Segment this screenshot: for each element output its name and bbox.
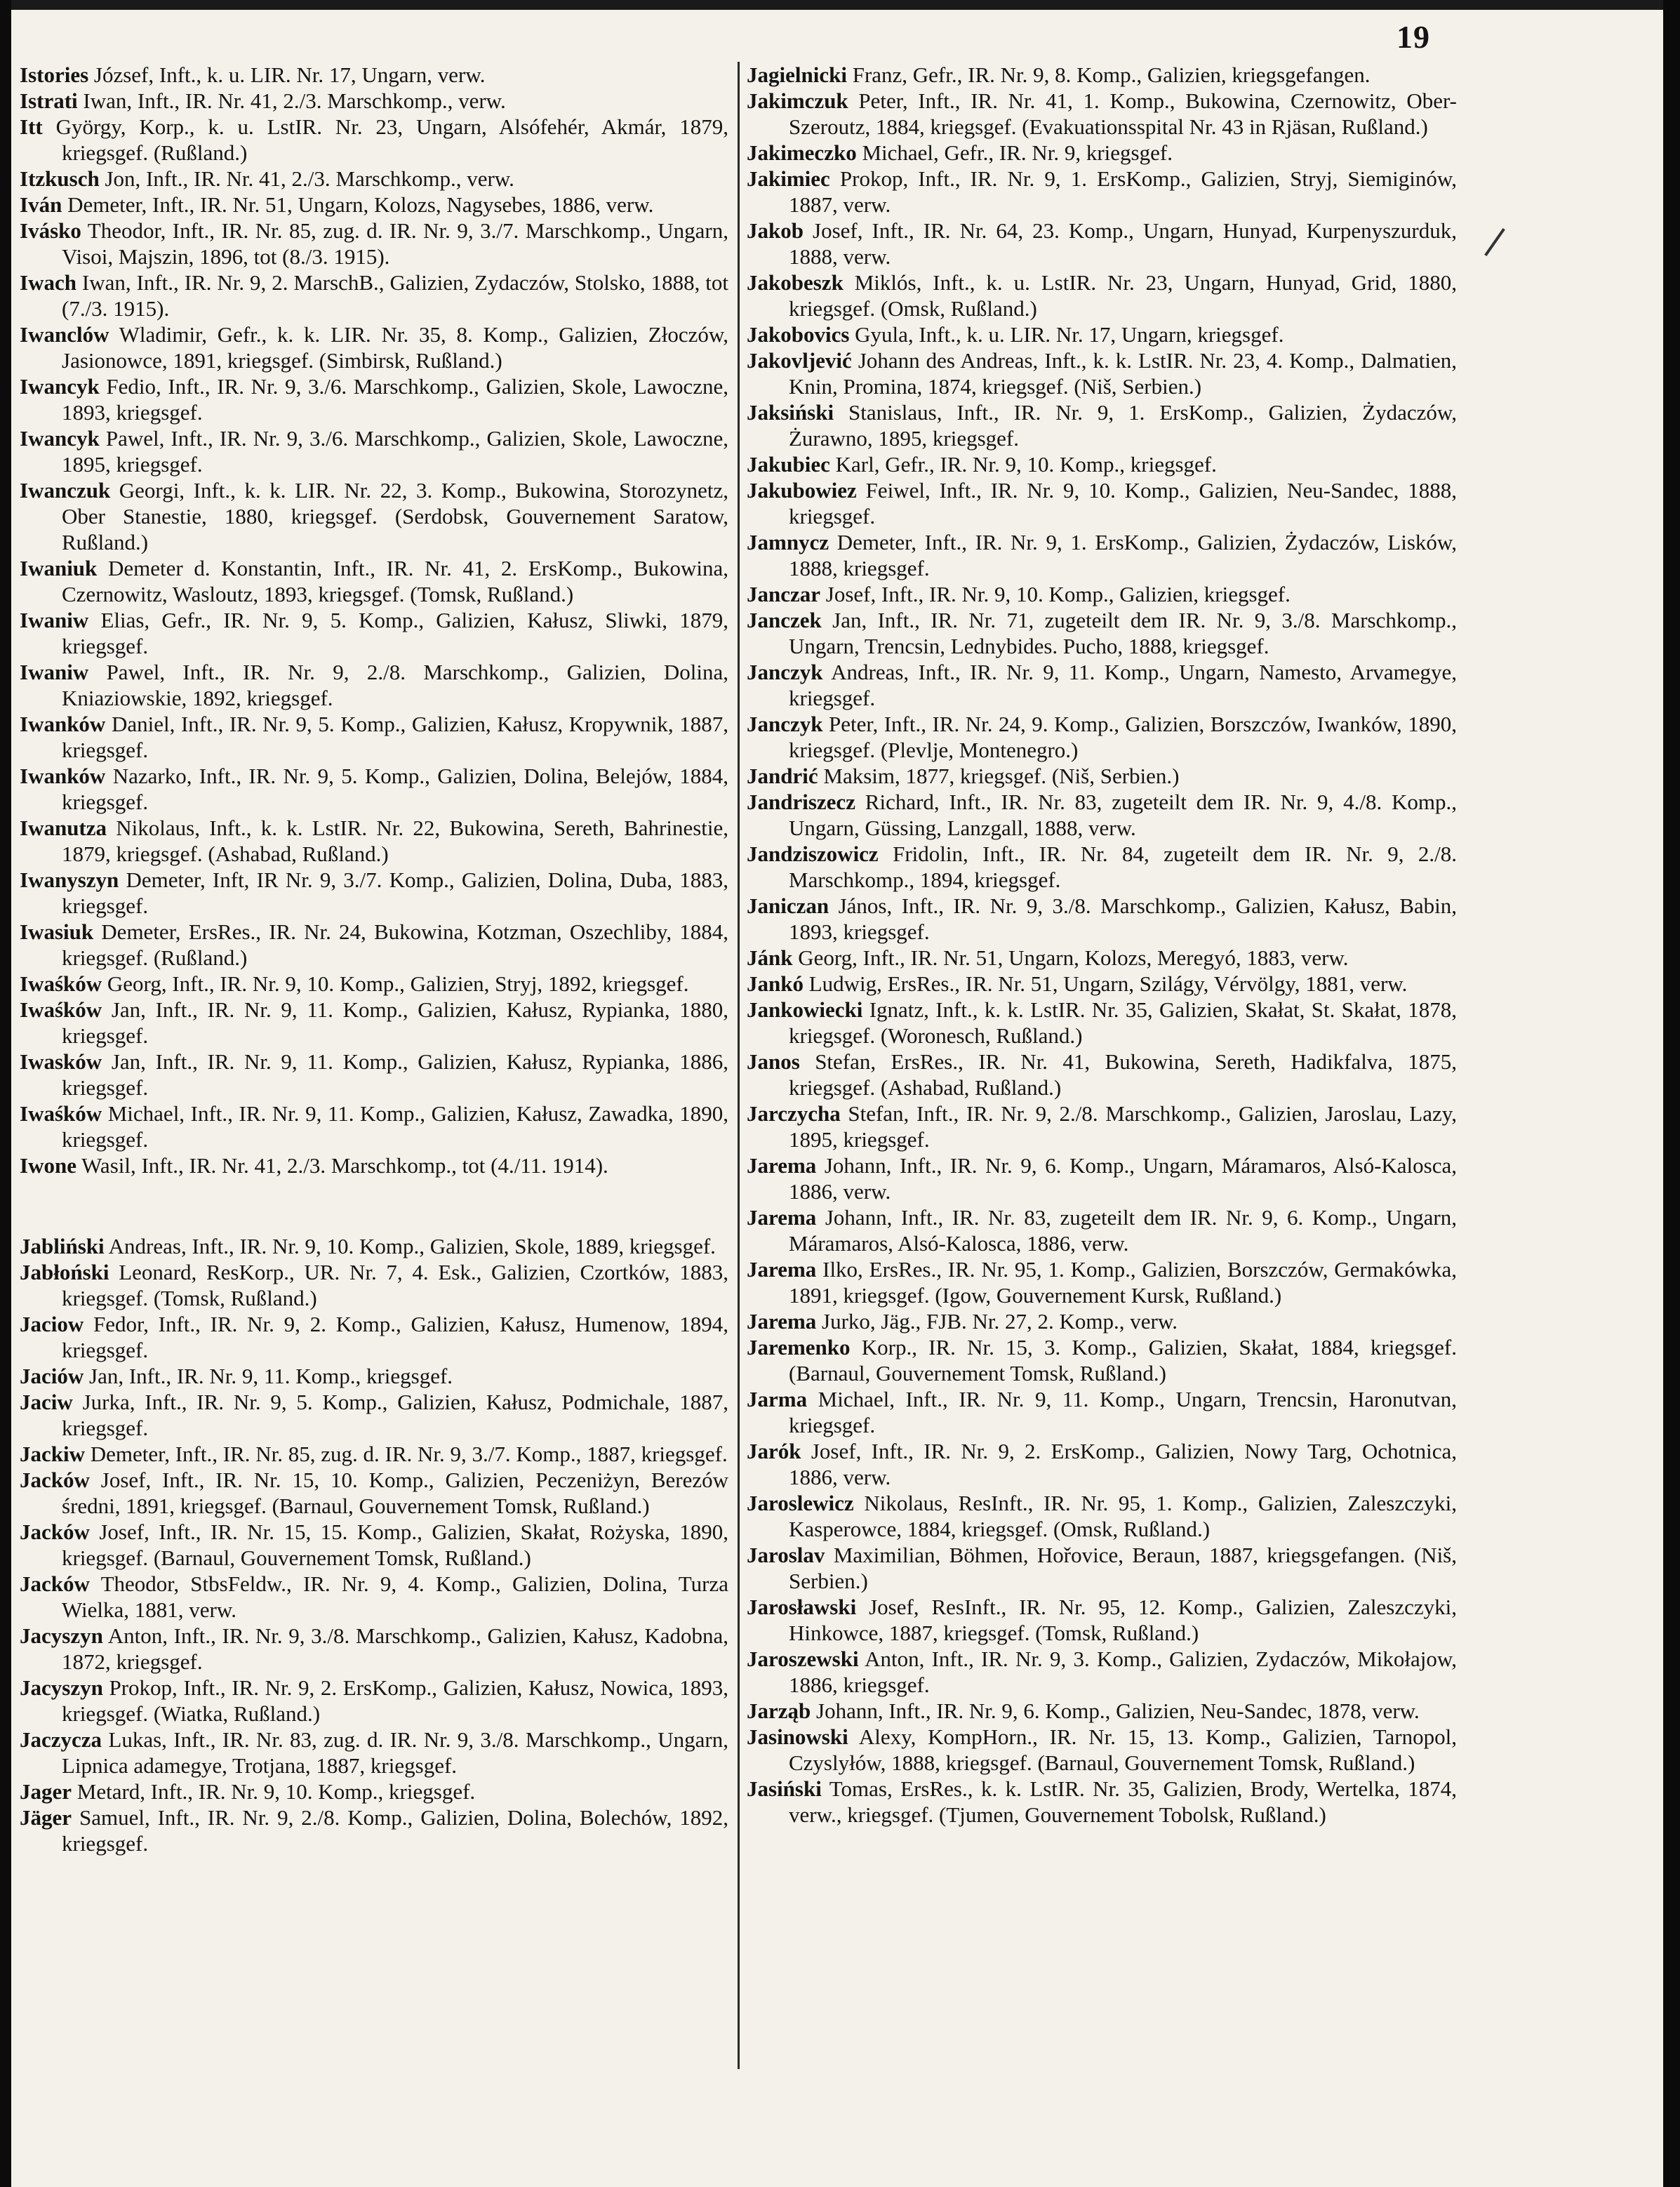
entry-details: Lukas, Inft., IR. Nr. 83, zug. d. IR. Nr. 9, 3./8. Marschkomp., Ungarn, Lipnica adamegye, Trotjana, 1887, kriegsgef. — [62, 1727, 729, 1778]
entry-details: Peter, Inft., IR. Nr. 41, 1. Komp., Bukowina, Czernowitz, Ober-Szeroutz, 1884, kriegsgef. (Evakuationsspital Nr. 43 in Rjäsan, Rußland.) — [789, 88, 1457, 139]
entry-details: Karl, Gefr., IR. Nr. 9, 10. Komp., kriegsgef. — [835, 452, 1217, 477]
left-column — [20, 62, 728, 1856]
entry-surname: Jakovljević — [747, 348, 852, 373]
entry-details: Fedio, Inft., IR. Nr. 9, 3./6. Marschkomp., Galizien, Skole, Lawoczne, 1893, kriegsgef. — [62, 374, 729, 425]
register-entry — [20, 997, 728, 1049]
register-entry — [20, 1152, 728, 1178]
entry-surname: Jasinowski — [747, 1724, 848, 1749]
entry-surname: Iwach — [20, 270, 76, 295]
register-entry — [20, 218, 728, 270]
entry-surname: Jakimczuk — [747, 88, 848, 113]
register-entry — [747, 218, 1457, 270]
entry-details: Iwan, Inft., IR. Nr. 9, 2. MarschB., Galizien, Zydaczów, Stolsko, 1888, tot (7./3. 1915). — [62, 270, 728, 321]
entry-details: Stefan, Inft., IR. Nr. 9, 2./8. Marschkomp., Galizien, Jaroslau, Lazy, 1895, kriegsgef. — [789, 1101, 1457, 1152]
entry-details: Feiwel, Inft., IR. Nr. 9, 10. Komp., Galizien, Neu-Sandec, 1888, kriegsgef. — [789, 478, 1458, 529]
entry-details: Pawel, Inft., IR. Nr. 9, 2./8. Marschkomp., Galizien, Dolina, Kniaziowskie, 1892, kriegsgef. — [62, 660, 728, 710]
entry-surname: Iwaśków — [20, 971, 102, 996]
entry-details: Wladimir, Gefr., k. k. LIR. Nr. 35, 8. Komp., Galizien, Złoczów, Jasionowce, 1891, kriegsgef. (Simbirsk, Rußland.) — [62, 322, 728, 373]
entry-surname: Jarma — [747, 1387, 808, 1411]
entry-details: Demeter, Inft., IR. Nr. 51, Ungarn, Kolozs, Nagysebes, 1886, verw. — [67, 192, 654, 217]
entry-surname: Janos — [747, 1049, 800, 1074]
entry-surname: Jakubowiez — [747, 478, 857, 503]
entry-details: Demeter, Inft., IR. Nr. 85, zug. d. IR. Nr. 9, 3./7. Komp., 1887, kriegsgef. — [90, 1442, 728, 1466]
entry-details: Jurko, Jäg., FJB. Nr. 27, 2. Komp., verw. — [822, 1309, 1178, 1334]
entry-surname: Iwaniw — [20, 608, 89, 632]
entry-surname: Jarema — [747, 1257, 817, 1282]
entry-surname: Jandriszecz — [747, 790, 855, 814]
column-divider — [738, 62, 740, 2069]
entry-surname: Jakimiec — [747, 166, 830, 191]
entry-details: Johann des Andreas, Inft., k. k. LstIR. Nr. 23, 4. Komp., Dalmatien, Knin, Promina, 1874, kriegsgef. (Niš, Serbien.) — [789, 348, 1458, 399]
entry-surname: Jacków — [20, 1520, 90, 1544]
scan-edge-right — [1663, 0, 1680, 2187]
entry-surname: Jacków — [20, 1468, 90, 1492]
entry-details: Michael, Gefr., IR. Nr. 9, kriegsgef. — [862, 140, 1173, 165]
entry-details: Jurka, Inft., IR. Nr. 9, 5. Komp., Galizien, Kałusz, Podmichale, 1887, kriegsgef. — [62, 1390, 729, 1440]
entry-surname: Iwancyk — [20, 374, 100, 399]
entry-details: Alexy, KompHorn., IR. Nr. 15, 13. Komp., Galizien, Tarnopol, Czyslyłów, 1888, kriegsgef. (Barnaul, Gouvernement Tomsk, Rußland.) — [789, 1724, 1457, 1775]
register-entry — [747, 711, 1457, 763]
entry-details: Josef, Inft., IR. Nr. 9, 2. ErsKomp., Galizien, Nowy Targ, Ochotnica, 1886, verw. — [789, 1439, 1458, 1489]
entry-details: Josef, Inft., IR. Nr. 9, 10. Komp., Galizien, kriegsgef. — [825, 582, 1291, 606]
register-entry — [747, 140, 1457, 166]
entry-surname: Ivásko — [20, 218, 81, 243]
register-entry — [747, 529, 1457, 581]
entry-surname: Jakobovics — [747, 322, 850, 347]
register-entry — [747, 399, 1457, 451]
entry-details: Andreas, Inft., IR. Nr. 9, 11. Komp., Ungarn, Namesto, Arvamegye, kriegsgef. — [789, 660, 1457, 710]
register-entry — [747, 581, 1457, 607]
register-entry — [20, 1049, 728, 1101]
entry-surname: Jarząb — [747, 1699, 811, 1723]
entry-details: Theodor, Inft., IR. Nr. 85, zug. d. IR. Nr. 9, 3./7. Marschkomp., Ungarn, Visoi, Majszin, 1896, tot (8./3. 1915). — [62, 218, 728, 269]
entry-surname: Jakimeczko — [747, 140, 857, 165]
register-entry — [20, 1571, 728, 1623]
register-entry — [747, 451, 1457, 477]
entry-details: Maksim, 1877, kriegsgef. (Niš, Serbien.) — [823, 764, 1180, 788]
entry-details: Ludwig, ErsRes., IR. Nr. 51, Ungarn, Szilágy, Vérvölgy, 1881, verw. — [808, 971, 1408, 996]
register-entry — [20, 711, 728, 763]
register-entry — [20, 1389, 728, 1441]
entry-details: Nikolaus, Inft., k. k. LstIR. Nr. 22, Bukowina, Sereth, Bahrinestie, 1879, kriegsgef. (Ashabad, Rußland.) — [62, 816, 728, 866]
entry-details: Josef, Inft., IR. Nr. 64, 23. Komp., Ungarn, Hunyad, Kurpenyszurduk, 1888, verw. — [789, 218, 1457, 269]
register-entry — [747, 763, 1457, 789]
entry-details: Jan, Inft., IR. Nr. 9, 11. Komp., Galizien, Kałusz, Rypianka, 1880, kriegsgef. — [62, 997, 728, 1048]
entry-surname: Jarema — [747, 1153, 817, 1178]
entry-surname: Jarczycha — [747, 1101, 841, 1126]
entry-surname: Jabliński — [20, 1234, 105, 1258]
entry-surname: Jamnycz — [747, 530, 829, 554]
entry-surname: Iwancyk — [20, 426, 100, 451]
entry-surname: Janiczan — [747, 893, 829, 918]
register-entry — [20, 1233, 728, 1259]
entry-surname: Iwaśków — [20, 1101, 102, 1126]
entry-details: Tomas, ErsRes., k. k. LstIR. Nr. 35, Galizien, Brody, Wertelka, 1874, verw., kriegsgef. (Tjumen, Gouvernement Tobolsk, Rußland.) — [789, 1776, 1457, 1827]
entry-surname: Iwasków — [20, 1049, 102, 1074]
register-entry — [747, 62, 1457, 88]
entry-surname: Iwanków — [20, 712, 106, 736]
register-entry — [747, 607, 1457, 659]
entry-details: Ilko, ErsRes., IR. Nr. 95, 1. Komp., Galizien, Borszczów, Germakówka, 1891, kriegsgef. (Igow, Gouvernement Kursk, Rußland.) — [789, 1257, 1458, 1308]
register-entry — [747, 1490, 1457, 1542]
entry-surname: Jaciw — [20, 1390, 73, 1414]
entry-surname: Istrati — [20, 88, 78, 113]
register-entry — [20, 1311, 728, 1363]
register-entry — [20, 373, 728, 425]
section-gap — [20, 1178, 728, 1233]
register-entry — [747, 347, 1457, 399]
entry-surname: Jacyszyn — [20, 1623, 103, 1648]
register-entry — [20, 867, 728, 919]
entry-surname: Janczar — [747, 582, 821, 606]
register-entry — [20, 321, 728, 373]
entry-details: Richard, Inft., IR. Nr. 83, zugeteilt dem IR. Nr. 9, 4./8. Komp., Ungarn, Güssing, Lanzgall, 1888, verw. — [789, 790, 1458, 840]
entry-details: Johann, Inft., IR. Nr. 9, 6. Komp., Ungarn, Máramaros, Alsó-Kalosca, 1886, verw. — [789, 1153, 1457, 1204]
entry-details: Jan, Inft., IR. Nr. 9, 11. Komp., kriegsgef. — [89, 1364, 453, 1388]
entry-surname: Jarosławski — [747, 1595, 857, 1619]
entry-details: Michael, Inft., IR. Nr. 9, 11. Komp., Galizien, Kałusz, Zawadka, 1890, kriegsgef. — [62, 1101, 729, 1152]
entry-surname: Jandziszowicz — [747, 842, 879, 866]
entry-surname: Itzkusch — [20, 166, 100, 191]
entry-details: Johann, Inft., IR. Nr. 83, zugeteilt dem IR. Nr. 9, 6. Komp., Ungarn, Máramaros, Alsó-Kalosca, 1886, verw. — [789, 1205, 1458, 1256]
entry-details: Josef, Inft., IR. Nr. 15, 10. Komp., Galizien, Peczeniżyn, Berezów średni, 1891, kriegsgef. (Barnaul, Gouvernement Tomsk, Rußland.) — [62, 1468, 728, 1518]
register-entry — [747, 1594, 1457, 1646]
entry-surname: Janczek — [747, 608, 822, 632]
entry-details: Metard, Inft., IR. Nr. 9, 10. Komp., kriegsgef. — [76, 1779, 476, 1804]
entry-surname: Jaczycza — [20, 1727, 102, 1752]
register-entry — [20, 659, 728, 711]
entry-surname: Iwanków — [20, 764, 106, 788]
register-entry — [747, 1386, 1457, 1438]
entry-details: Anton, Inft., IR. Nr. 9, 3./8. Marschkomp., Galizien, Kałusz, Kadobna, 1872, kriegsgef. — [62, 1623, 729, 1674]
entry-details: Josef, ResInft., IR. Nr. 95, 12. Komp., Galizien, Zaleszczyki, Hinkowce, 1887, kriegsgef. (Tomsk, Rußland.) — [789, 1595, 1458, 1645]
entry-surname: Iwone — [20, 1153, 76, 1178]
entry-surname: Jánk — [747, 945, 793, 970]
register-entry — [20, 62, 728, 88]
entry-surname: Iwanutza — [20, 816, 107, 840]
register-entry — [20, 919, 728, 971]
entry-details: József, Inft., k. u. LIR. Nr. 17, Ungarn, verw. — [93, 62, 486, 87]
entry-details: Georgi, Inft., k. k. LIR. Nr. 22, 3. Komp., Bukowina, Storozynetz, Ober Stanestie, 1880, kriegsgef. (Serdobsk, Gouvernement Saratow, Rußland.) — [62, 478, 728, 554]
register-entry — [20, 971, 728, 997]
entry-details: Daniel, Inft., IR. Nr. 9, 5. Komp., Galizien, Kałusz, Kropywnik, 1887, kriegsgef. — [62, 712, 729, 762]
scan-edge-top — [0, 0, 1680, 10]
entry-surname: Jankowiecki — [747, 997, 863, 1022]
register-entry — [747, 997, 1457, 1049]
entry-details: Nikolaus, ResInft., IR. Nr. 95, 1. Komp., Galizien, Zaleszczyki, Kasperowce, 1884, kriegsgef. (Omsk, Rußland.) — [789, 1491, 1457, 1541]
register-entry — [747, 841, 1457, 893]
entry-surname: Jaksiński — [747, 400, 834, 425]
register-entry — [20, 192, 728, 218]
entry-surname: Jandrić — [747, 764, 818, 788]
register-entry — [20, 1623, 728, 1675]
entry-surname: Jarema — [747, 1309, 817, 1334]
register-entry — [20, 763, 728, 815]
scan-edge-left — [0, 0, 11, 2187]
entry-details: Peter, Inft., IR. Nr. 24, 9. Komp., Galizien, Borszczów, Iwanków, 1890, kriegsgef. (Plevlje, Montenegro.) — [789, 712, 1457, 762]
entry-surname: Jarók — [747, 1439, 801, 1463]
entry-details: Demeter, Inft., IR. Nr. 9, 1. ErsKomp., Galizien, Żydaczów, Lisków, 1888, kriegsgef. — [789, 530, 1458, 580]
pen-mark — [1484, 228, 1505, 256]
register-entry — [747, 321, 1457, 347]
register-entry — [747, 971, 1457, 997]
entry-details: Stanislaus, Inft., IR. Nr. 9, 1. ErsKomp., Galizien, Żydaczów, Żurawno, 1895, kriegsgef. — [789, 400, 1457, 451]
entry-surname: Jarema — [747, 1205, 817, 1230]
entry-details: Leonard, ResKorp., UR. Nr. 7, 4. Esk., Galizien, Czortków, 1883, kriegsgef. (Tomsk, Rußland.) — [62, 1260, 728, 1310]
register-entry — [747, 659, 1457, 711]
register-entry — [747, 1334, 1457, 1386]
entry-surname: Jacyszyn — [20, 1675, 103, 1700]
entry-surname: Iwaniuk — [20, 556, 98, 580]
entry-surname: Jaciów — [20, 1364, 84, 1388]
entry-details: Georg, Inft., IR. Nr. 9, 10. Komp., Galizien, Stryj, 1892, kriegsgef. — [107, 971, 689, 996]
entry-surname: Jaremenko — [747, 1335, 851, 1360]
entry-details: Nazarko, Inft., IR. Nr. 9, 5. Komp., Galizien, Dolina, Belejów, 1884, kriegsgef. — [62, 764, 729, 814]
entry-details: Samuel, Inft., IR. Nr. 9, 2./8. Komp., Galizien, Dolina, Bolechów, 1892, kriegsgef. — [62, 1805, 729, 1856]
entry-details: Anton, Inft., IR. Nr. 9, 3. Komp., Galizien, Zydaczów, Mikołajow, 1886, kriegsgef. — [789, 1647, 1457, 1697]
register-entry — [747, 270, 1457, 321]
entry-details: György, Korp., k. u. LstIR. Nr. 23, Ungarn, Alsófehér, Akmár, 1879, kriegsgef. (Rußland.) — [55, 114, 728, 165]
register-entry — [747, 166, 1457, 218]
entry-details: Gyula, Inft., k. u. LIR. Nr. 17, Ungarn, kriegsgef. — [855, 322, 1284, 347]
entry-details: Maximilian, Böhmen, Hořovice, Beraun, 1887, kriegsgefangen. (Niš, Serbien.) — [789, 1543, 1457, 1593]
entry-details: Fridolin, Inft., IR. Nr. 84, zugeteilt dem IR. Nr. 9, 2./8. Marschkomp., 1894, kriegsgef. — [789, 842, 1457, 892]
register-entry — [747, 1152, 1457, 1204]
register-entry — [747, 1438, 1457, 1490]
register-entry — [20, 166, 728, 192]
entry-details: Franz, Gefr., IR. Nr. 9, 8. Komp., Galizien, kriegsgefangen. — [852, 62, 1371, 87]
register-entry — [747, 1256, 1457, 1308]
register-entry — [20, 1727, 728, 1779]
register-entry — [20, 1101, 728, 1152]
entry-details: Josef, Inft., IR. Nr. 15, 15. Komp., Galizien, Skałat, Rożyska, 1890, kriegsgef. (Barnaul, Gouvernement Tomsk, Rußland.) — [62, 1520, 728, 1570]
entry-details: Wasil, Inft., IR. Nr. 41, 2./3. Marschkomp., tot (4./11. 1914). — [81, 1153, 608, 1178]
register-entry — [747, 1776, 1457, 1828]
entry-details: Johann, Inft., IR. Nr. 9, 6. Komp., Galizien, Neu-Sandec, 1878, verw. — [816, 1699, 1420, 1723]
register-entry — [20, 1804, 728, 1856]
register-entry — [20, 555, 728, 607]
entry-surname: Jäger — [20, 1805, 72, 1830]
register-entry — [747, 88, 1457, 140]
entry-details: Demeter, ErsRes., IR. Nr. 24, Bukowina, Kotzman, Oszechliby, 1884, kriegsgef. (Rußland.) — [62, 919, 729, 970]
entry-details: Prokop, Inft., IR. Nr. 9, 1. ErsKomp., Galizien, Stryj, Siemiginów, 1887, verw. — [789, 166, 1458, 217]
entry-details: Jon, Inft., IR. Nr. 41, 2./3. Marschkomp., verw. — [105, 166, 514, 191]
entry-surname: Iwanclów — [20, 322, 109, 347]
entry-details: Jan, Inft., IR. Nr. 71, zugeteilt dem IR. Nr. 9, 3./8. Marschkomp., Ungarn, Trencsin, Lednybides. Pucho, 1888, kriegsgef. — [789, 608, 1457, 658]
left-column-entries-i — [20, 62, 728, 1178]
entry-surname: Jakobeszk — [747, 270, 844, 295]
register-entry — [747, 1204, 1457, 1256]
register-entry — [20, 477, 728, 555]
right-column — [747, 62, 1457, 1828]
entry-details: Andreas, Inft., IR. Nr. 9, 10. Komp., Galizien, Skole, 1889, kriegsgef. — [108, 1234, 716, 1258]
entry-details: Jan, Inft., IR. Nr. 9, 11. Komp., Galizien, Kałusz, Rypianka, 1886, kriegsgef. — [62, 1049, 728, 1100]
register-entry — [20, 1467, 728, 1519]
entry-details: János, Inft., IR. Nr. 9, 3./8. Marschkomp., Galizien, Kałusz, Babin, 1893, kriegsgef. — [789, 893, 1457, 944]
register-entry — [747, 1698, 1457, 1724]
entry-details: Fedor, Inft., IR. Nr. 9, 2. Komp., Galizien, Kałusz, Humenow, 1894, kriegsgef. — [62, 1312, 728, 1362]
register-entry — [747, 1049, 1457, 1101]
entry-details: Iwan, Inft., IR. Nr. 41, 2./3. Marschkomp., verw. — [83, 88, 506, 113]
entry-details: Demeter, Inft, IR Nr. 9, 3./7. Komp., Galizien, Dolina, Duba, 1883, kriegsgef. — [62, 868, 728, 918]
entry-surname: Istories — [20, 62, 89, 87]
entry-surname: Janczyk — [747, 712, 823, 736]
entry-details: Michael, Inft., IR. Nr. 9, 11. Komp., Ungarn, Trencsin, Haronutvan, kriegsgef. — [789, 1387, 1457, 1437]
register-entry — [20, 88, 728, 114]
entry-surname: Jagielnicki — [747, 62, 847, 87]
entry-surname: Iwanczuk — [20, 478, 111, 503]
right-column-entries — [747, 62, 1457, 1828]
entry-details: Georg, Inft., IR. Nr. 51, Ungarn, Kolozs, Meregyó, 1883, verw. — [798, 945, 1349, 970]
entry-details: Theodor, StbsFeldw., IR. Nr. 9, 4. Komp., Galizien, Dolina, Turza Wielka, 1881, verw. — [62, 1571, 728, 1622]
register-entry — [20, 607, 728, 659]
entry-details: Elias, Gefr., IR. Nr. 9, 5. Komp., Galizien, Kałusz, Sliwki, 1879, kriegsgef. — [62, 608, 729, 658]
register-entry — [20, 425, 728, 477]
entry-surname: Janczyk — [747, 660, 823, 684]
register-entry — [20, 1675, 728, 1727]
entry-details: Prokop, Inft., IR. Nr. 9, 2. ErsKomp., Galizien, Kałusz, Nowica, 1893, kriegsgef. (Wiatka, Rußland.) — [62, 1675, 729, 1726]
left-column-entries-j — [20, 1233, 728, 1856]
register-entry — [747, 1308, 1457, 1334]
entry-surname: Jaroslewicz — [747, 1491, 854, 1515]
entry-details: Miklós, Inft., k. u. LstIR. Nr. 23, Ungarn, Hunyad, Grid, 1880, kriegsgef. (Omsk, Rußland.) — [789, 270, 1458, 321]
entry-details: Pawel, Inft., IR. Nr. 9, 3./6. Marschkomp., Galizien, Skole, Lawoczne, 1895, kriegsgef. — [62, 426, 728, 477]
register-entry — [20, 1779, 728, 1804]
entry-surname: Jasiński — [747, 1776, 822, 1801]
register-entry — [20, 1363, 728, 1389]
entry-surname: Iván — [20, 192, 62, 217]
entry-surname: Jacków — [20, 1571, 90, 1596]
page-number: 19 — [1396, 19, 1430, 55]
entry-surname: Jaroszewski — [747, 1647, 859, 1671]
entry-surname: Jakob — [747, 218, 804, 243]
register-entry — [747, 945, 1457, 971]
register-entry — [747, 1646, 1457, 1698]
register-entry — [20, 1441, 728, 1467]
register-entry — [20, 815, 728, 867]
entry-surname: Itt — [20, 114, 43, 139]
entry-surname: Iwanyszyn — [20, 868, 119, 892]
entry-surname: Iwaśków — [20, 997, 102, 1022]
entry-surname: Jaciow — [20, 1312, 84, 1336]
register-entry — [20, 1259, 728, 1311]
entry-surname: Jackiw — [20, 1442, 85, 1466]
register-entry — [20, 114, 728, 166]
entry-surname: Jaroslav — [747, 1543, 825, 1567]
entry-details: Demeter d. Konstantin, Inft., IR. Nr. 41, 2. ErsKomp., Bukowina, Czernowitz, Wasloutz, 1893, kriegsgef. (Tomsk, Rußland.) — [62, 556, 729, 606]
entry-details: Stefan, ErsRes., IR. Nr. 41, Bukowina, Sereth, Hadikfalva, 1875, kriegsgef. (Ashabad, Rußland.) — [789, 1049, 1457, 1100]
register-entry — [747, 477, 1457, 529]
entry-details: Korp., IR. Nr. 15, 3. Komp., Galizien, Skałat, 1884, kriegsgef. (Barnaul, Gouvernement Tomsk, Rußland.) — [789, 1335, 1458, 1385]
entry-surname: Iwaniw — [20, 660, 89, 684]
entry-surname: Jabłoński — [20, 1260, 109, 1284]
register-entry — [20, 270, 728, 321]
register-entry — [747, 1101, 1457, 1152]
register-entry — [747, 1542, 1457, 1594]
register-entry — [747, 1724, 1457, 1776]
register-entry — [747, 893, 1457, 945]
entry-surname: Iwasiuk — [20, 919, 94, 944]
entry-surname: Jankó — [747, 971, 804, 996]
entry-surname: Jakubiec — [747, 452, 830, 477]
register-entry — [20, 1519, 728, 1571]
entry-surname: Jager — [20, 1779, 72, 1804]
register-entry — [747, 789, 1457, 841]
entry-details: Ignatz, Inft., k. k. LstIR. Nr. 35, Galizien, Skałat, St. Skałat, 1878, kriegsgef. (Woronesch, Rußland.) — [789, 997, 1458, 1048]
